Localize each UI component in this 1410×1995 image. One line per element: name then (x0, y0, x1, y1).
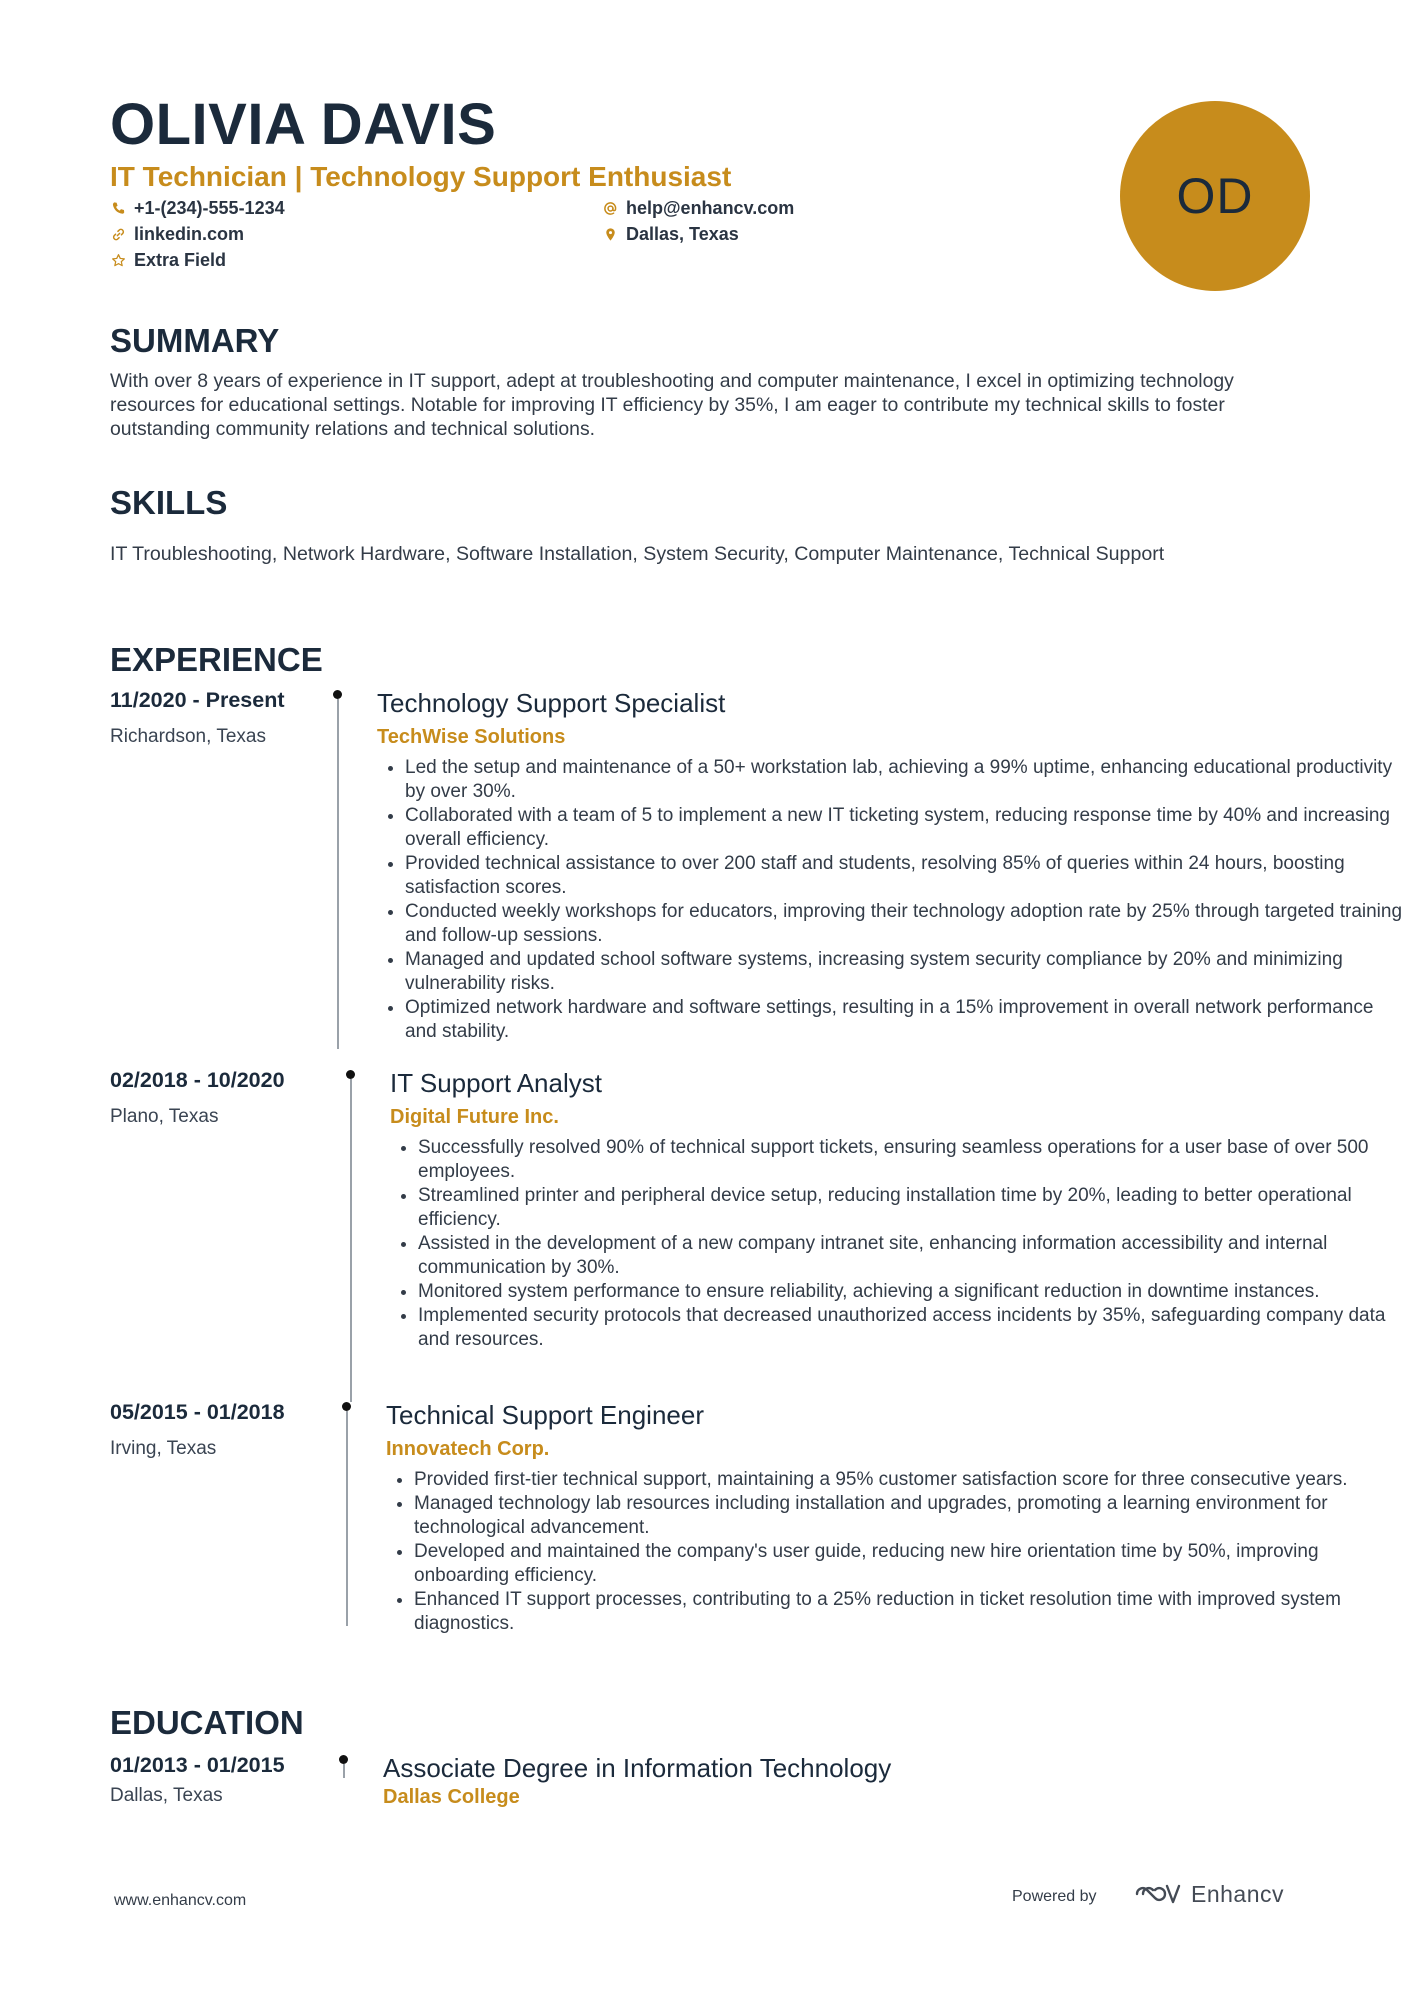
contact-phone-text: +1-(234)-555-1234 (134, 198, 285, 218)
bullet-item: • Monitored system performance to ensure reliability, achieving a significant reduction in downtime instances. (418, 1280, 1405, 1304)
link-icon (110, 227, 126, 243)
experience-bullets (386, 1468, 1404, 1636)
enhancv-brand[interactable] (1133, 1880, 1284, 1908)
experience-role: IT Support Analyst (390, 1068, 602, 1098)
bullet-item: • Managed technology lab resources including installation and upgrades, promoting a learning environment for technological advancement. (414, 1492, 1404, 1540)
experience-dates: 02/2018 - 10/2020 (110, 1068, 285, 1092)
timeline-dot (333, 690, 342, 699)
bullet-item: • Enhanced IT support processes, contributing to a 25% reduction in ticket resolution time with improved system diagnostics. (414, 1588, 1404, 1636)
education-degree: Associate Degree in Information Technology (383, 1753, 892, 1783)
experience-bullets (377, 756, 1405, 1044)
enhancv-brand-name: Enhancv (1191, 1880, 1285, 1907)
experience-item (110, 688, 1403, 1048)
timeline-dot (346, 1070, 355, 1079)
contact-email-text[interactable]: help@enhancv.com (626, 198, 795, 218)
experience-heading: EXPERIENCE (110, 641, 323, 678)
contact-phone (110, 198, 285, 219)
experience-role: Technology Support Specialist (377, 688, 726, 718)
bullet-item: • Collaborated with a team of 5 to implement a new IT ticketing system, reducing response time by 40% and increasing overall efficiency. (405, 804, 1405, 852)
bullet-item: • Successfully resolved 90% of technical support tickets, ensuring seamless operations for a user base of over 500 employees. (418, 1136, 1405, 1184)
bullet-item: • Streamlined printer and peripheral device setup, reducing installation time by 20%, leading to better operational efficiency. (418, 1184, 1405, 1232)
experience-company: Digital Future Inc. (390, 1106, 559, 1128)
experience-dates: 11/2020 - Present (110, 688, 285, 712)
summary-heading: SUMMARY (110, 322, 280, 359)
headline: IT Technician | Technology Support Enthusiast (110, 161, 732, 192)
bullet-item: • Conducted weekly workshops for educators, improving their technology adoption rate by 25% through targeted training and follow-up sessions. (405, 900, 1405, 948)
location-pin-icon (602, 227, 618, 243)
experience-dates: 05/2015 - 01/2018 (110, 1400, 285, 1424)
experience-company: Innovatech Corp. (386, 1438, 550, 1460)
candidate-name: OLIVIA DAVIS (110, 92, 497, 157)
education-item (110, 1753, 1310, 1813)
contact-extra-text: Extra Field (134, 250, 227, 270)
experience-location: Richardson, Texas (110, 726, 266, 747)
education-heading: EDUCATION (110, 1704, 304, 1741)
powered-by-label: Powered by (1012, 1888, 1097, 1905)
experience-bullets (390, 1136, 1405, 1352)
timeline-line (350, 1079, 352, 1402)
avatar (1120, 101, 1310, 291)
experience-company: TechWise Solutions (377, 726, 566, 748)
contact-linkedin-text[interactable]: linkedin.com (134, 224, 245, 244)
bullet-item: • Provided technical assistance to over 200 staff and students, resolving 85% of queries within 24 hours, boosting satisfaction scores. (405, 852, 1405, 900)
skills-heading: SKILLS (110, 484, 228, 521)
footer-site-link[interactable]: www.enhancv.com (114, 1892, 247, 1909)
experience-location: Plano, Texas (110, 1106, 219, 1127)
experience-role: Technical Support Engineer (386, 1400, 704, 1430)
bullet-item: • Managed and updated school software systems, increasing system security compliance by 20% and minimizing vulnerability risks. (405, 948, 1405, 996)
timeline-line (337, 699, 339, 1049)
avatar-initials: OD (1176, 168, 1254, 224)
contact-extra (110, 250, 226, 271)
experience-location: Irving, Texas (110, 1438, 217, 1459)
bullet-item: • Assisted in the development of a new company intranet site, enhancing information accessibility and internal communication by 30%. (418, 1232, 1405, 1280)
education-dates: 01/2013 - 01/2015 (110, 1753, 285, 1777)
contact-location (602, 224, 739, 245)
at-icon (602, 201, 618, 217)
contact-linkedin (110, 224, 244, 245)
contact-list (110, 198, 870, 278)
timeline-dot (342, 1402, 351, 1411)
contact-location-text: Dallas, Texas (626, 224, 739, 244)
education-school: Dallas College (383, 1786, 520, 1808)
contact-email (602, 198, 794, 219)
bullet-item: • Led the setup and maintenance of a 50+ workstation lab, achieving a 99% uptime, enhancing educational productivity by over 30%. (405, 756, 1405, 804)
timeline-line (346, 1411, 348, 1626)
star-icon (110, 253, 126, 269)
bullet-item: • Provided first-tier technical support, maintaining a 95% customer satisfaction score for three consecutive years. (414, 1468, 1404, 1492)
education-location: Dallas, Texas (110, 1785, 223, 1806)
timeline-line (343, 1764, 345, 1778)
summary-text: With over 8 years of experience in IT support, adept at troubleshooting and computer maintenance, I excel in optimizing technology resources for educational settings. Notable for improving IT efficiency by 35%, I am eager to contribute my technical skills to foster outstanding community relations and technical solutions. (110, 370, 1234, 440)
timeline-dot (339, 1755, 348, 1764)
bullet-item: • Developed and maintained the company's user guide, reducing new hire orientation time by 50%, improving onboarding efficiency. (414, 1540, 1404, 1588)
enhancv-logo-icon (1133, 1880, 1181, 1908)
experience-item (110, 1400, 1348, 1634)
bullet-item: • Optimized network hardware and software settings, resulting in a 15% improvement in overall network performance and stability. (405, 996, 1405, 1044)
phone-icon (110, 201, 126, 217)
experience-item (110, 1068, 1386, 1398)
bullet-item: • Implemented security protocols that decreased unauthorized access incidents by 35%, safeguarding company data and resources. (418, 1304, 1405, 1352)
skills-text: IT Troubleshooting, Network Hardware, Software Installation, System Security, Computer Maintenance, Technical Support (110, 543, 1165, 565)
